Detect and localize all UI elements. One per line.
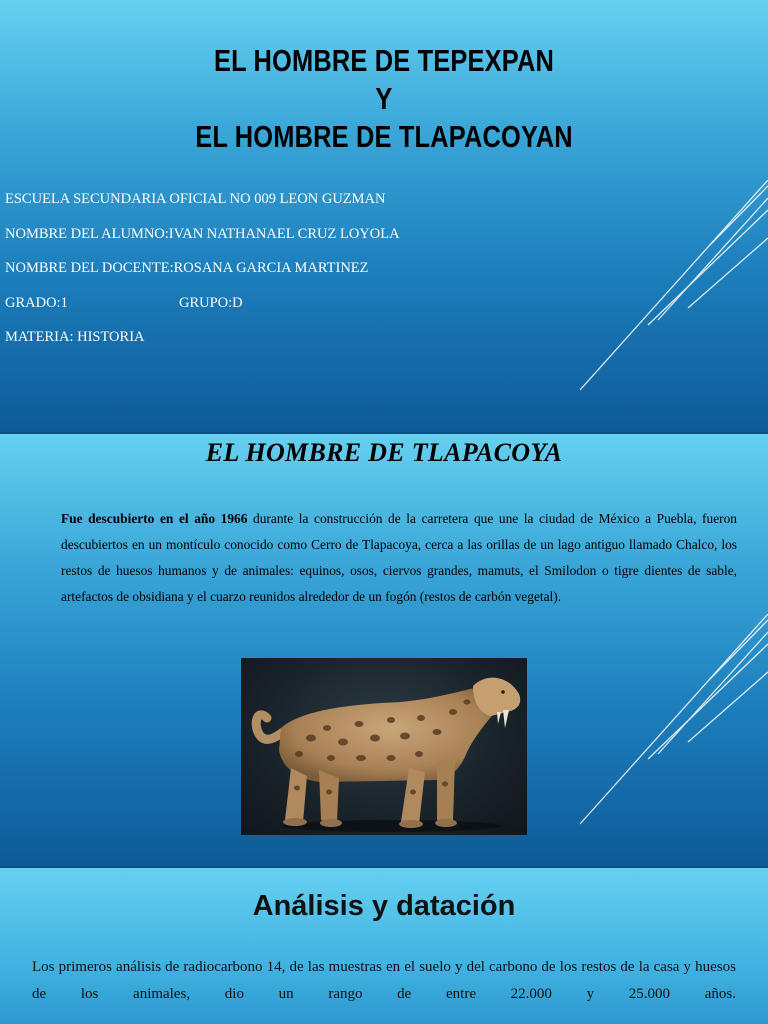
- analysis-paragraph: Los primeros análisis de radiocarbono 14, de las muestras en el suelo y del carbono de los restos de la casa y huesos de los animales, dio un rango de entre 22.000 y 25.000 años.: [32, 959, 736, 1002]
- decorative-lines: [568, 180, 768, 400]
- title-slide: [0, 0, 768, 432]
- title-line-1: EL HOMBRE DE TEPEXPAN: [213, 43, 555, 78]
- grade: GRADO:1: [5, 294, 68, 311]
- tlapacoya-slide: [0, 434, 768, 866]
- title-line-2: Y: [375, 81, 393, 116]
- description-lead: Fue descubierto en el año 1966: [61, 511, 248, 526]
- grade-group-row: [5, 292, 400, 327]
- school-name: ESCUELA SECUNDARIA OFICIAL NO 009 LEON GUZMAN: [5, 191, 386, 207]
- smilodon-illustration: [241, 658, 527, 835]
- section-title: EL HOMBRE DE TLAPACOYA: [205, 438, 563, 467]
- decorative-lines: [568, 614, 768, 834]
- subject: MATERIA: HISTORIA: [5, 329, 145, 346]
- student-info: [5, 188, 400, 361]
- description-paragraph: [61, 506, 737, 610]
- title-line-3: EL HOMBRE DE TLAPACOYAN: [195, 119, 573, 154]
- page-title: [69, 42, 699, 156]
- group: GRUPO:D: [179, 294, 243, 311]
- smilodon-image: [241, 658, 527, 835]
- analysis-slide: [0, 868, 768, 1024]
- teacher-name: NOMBRE DEL DOCENTE:ROSANA GARCIA MARTINEZ: [5, 260, 369, 277]
- student-name: NOMBRE DEL ALUMNO:IVAN NATHANAEL CRUZ LOYOLA: [5, 225, 400, 242]
- section-title: Análisis y datación: [252, 890, 516, 922]
- description-body: durante la construcción de la carretera que une la ciudad de México a Puebla, fueron descubiertos en un montículo conocido como Cerro de Tlapacoya, cerca a las orillas de un lago antiguo llamado Chalco, los restos de huesos humanos y de animales: equinos, osos, ciervos grandes, mamuts, el Smilodon o tigre dientes de sable, artefactos de obsidiana y el cuarzo reunidos alrededor de un fogón (restos de carbón vegetal).: [61, 511, 737, 604]
